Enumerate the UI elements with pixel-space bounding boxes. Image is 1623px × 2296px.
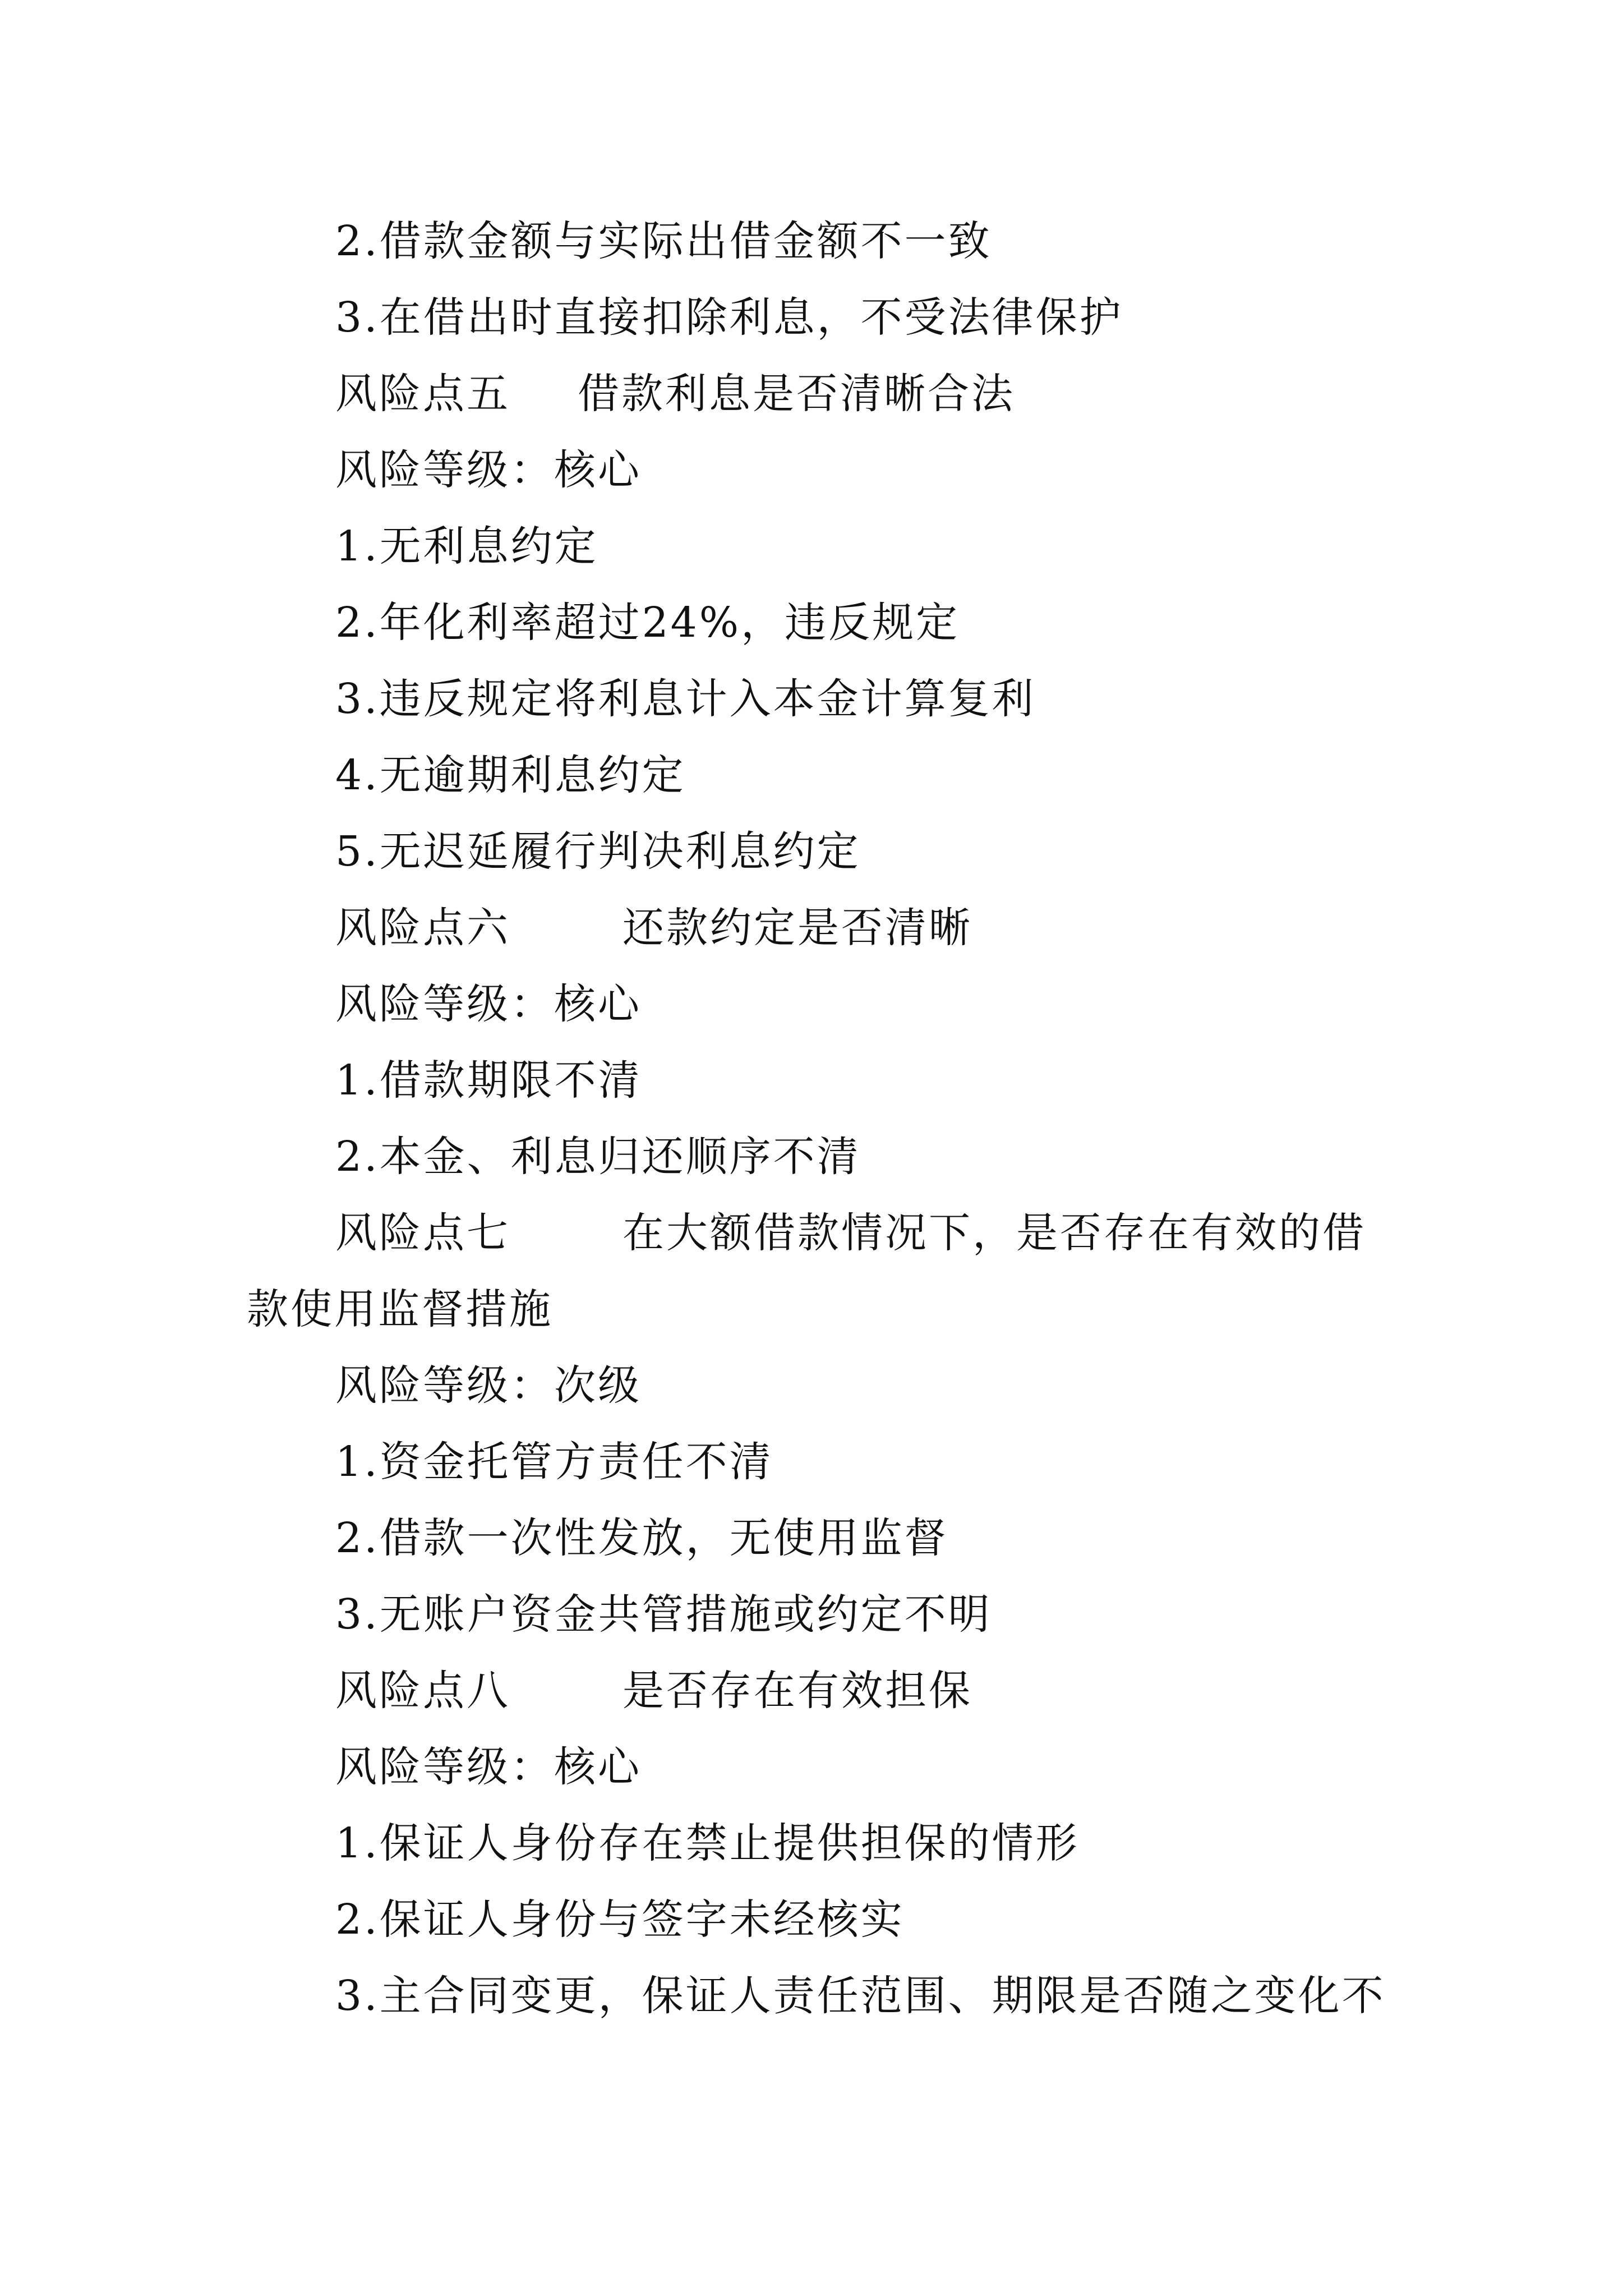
risk-point-description: 借款利息是否清晰合法 bbox=[578, 370, 1015, 418]
risk-point-description: 是否存在有效担保 bbox=[623, 1667, 972, 1715]
risk-level: 风险等级：次级 bbox=[335, 1361, 642, 1410]
text-line: 2.保证人身份与签字未经核实 bbox=[335, 1895, 905, 1944]
text-line: 2.借款金额与实际出借金额不一致 bbox=[335, 217, 992, 265]
text-line-continuation: 款使用监督措施 bbox=[247, 1285, 553, 1333]
text-line: 3.在借出时直接扣除利息，不受法律保护 bbox=[335, 293, 1123, 342]
text-line: 2.借款一次性发放，无使用监督 bbox=[335, 1514, 948, 1562]
text-line: 1.资金托管方责任不清 bbox=[335, 1438, 773, 1486]
text-line: 2.年化利率超过24%，违反规定 bbox=[335, 599, 960, 647]
text-line: 4.无逾期利息约定 bbox=[335, 751, 686, 799]
risk-point-heading bbox=[335, 1667, 972, 1715]
text-line: 1.保证人身份存在禁止提供担保的情形 bbox=[335, 1819, 1080, 1867]
risk-level: 风险等级：核心 bbox=[335, 1743, 642, 1791]
risk-point-heading bbox=[335, 1209, 1366, 1257]
risk-point-title: 风险点六 bbox=[335, 904, 510, 952]
risk-point-heading bbox=[335, 904, 972, 952]
text-line: 1.无利息约定 bbox=[335, 522, 598, 570]
text-line: 5.无迟延履行判决利息约定 bbox=[335, 827, 861, 876]
risk-point-title: 风险点五 bbox=[335, 370, 510, 418]
risk-level: 风险等级：核心 bbox=[335, 446, 642, 494]
text-line: 3.无账户资金共管措施或约定不明 bbox=[335, 1590, 992, 1639]
risk-point-title: 风险点七 bbox=[335, 1209, 510, 1257]
text-line: 1.借款期限不清 bbox=[335, 1056, 642, 1105]
text-line: 3.主合同变更，保证人责任范围、期限是否随之变化不 bbox=[335, 1972, 1386, 2020]
risk-point-title: 风险点八 bbox=[335, 1667, 510, 1715]
risk-point-heading bbox=[335, 370, 1015, 418]
text-line: 3.违反规定将利息计入本金计算复利 bbox=[335, 675, 1036, 723]
risk-point-description: 还款约定是否清晰 bbox=[623, 904, 972, 952]
risk-level: 风险等级：核心 bbox=[335, 980, 642, 1028]
text-line: 2.本金、利息归还顺序不清 bbox=[335, 1133, 861, 1181]
risk-point-description: 在大额借款情况下，是否存在有效的借 bbox=[623, 1209, 1366, 1257]
